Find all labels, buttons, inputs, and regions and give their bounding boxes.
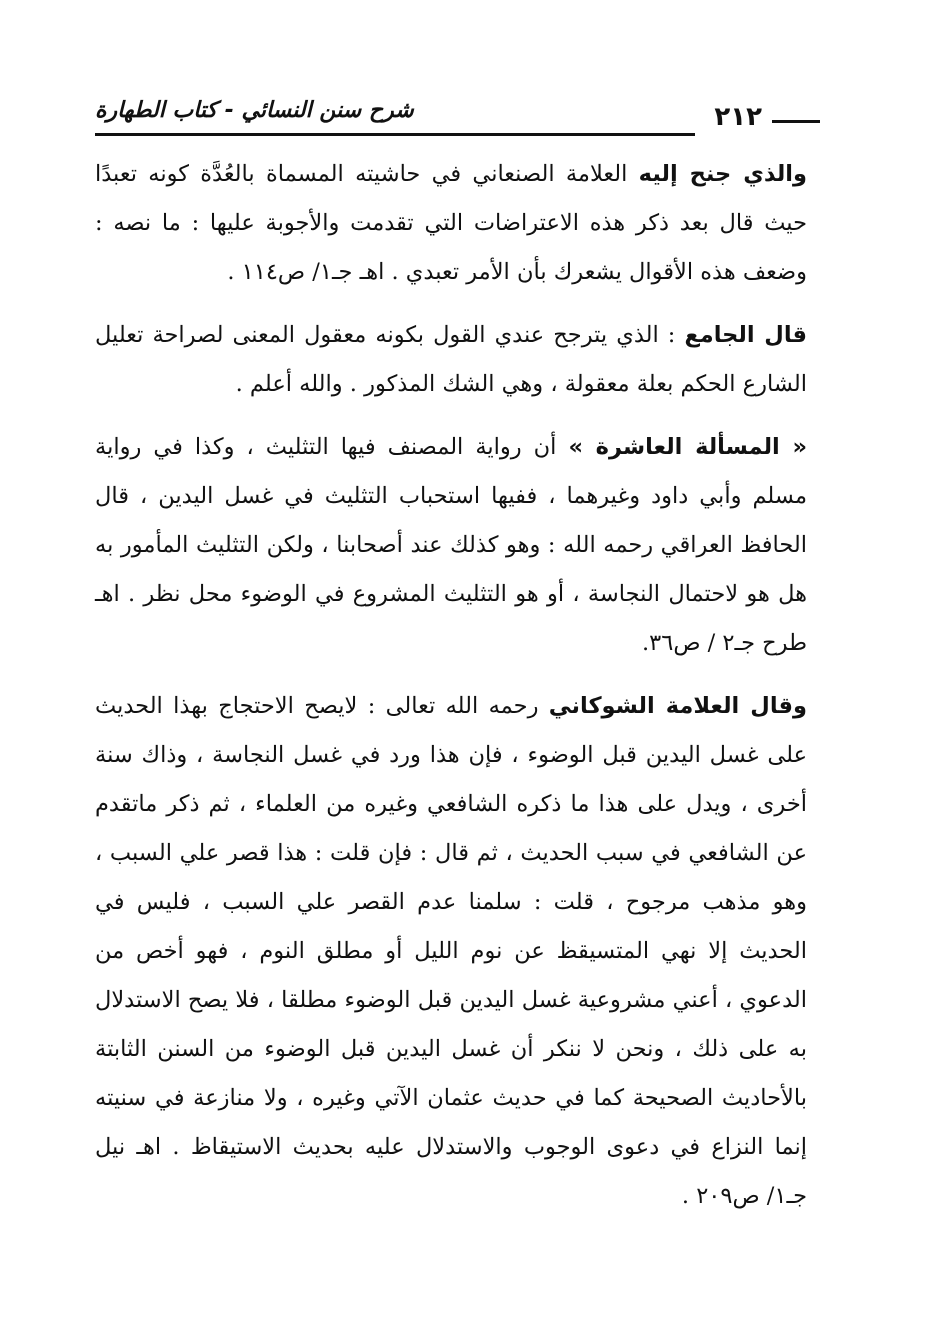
paragraph-lead: والذي جنح إليه bbox=[638, 161, 807, 187]
paragraph-lead: « المسألة العاشرة » bbox=[568, 434, 807, 460]
header-rule bbox=[95, 133, 695, 136]
page-header bbox=[95, 96, 820, 136]
paragraph-text: العلامة الصنعاني في حاشيته المسماة بالعُدَّة كونه تعبدًا حيث قال بعد ذكر هذه الاعتراضات التي تقدمت والأجوبة عليها : ما نصه : وضعف هذه الأقوال يشعرك بأن الأمر تعبدي . اهـ جـ١/ ص١١٤ . bbox=[95, 161, 807, 285]
header-dash bbox=[772, 120, 820, 123]
paragraph-text: : الذي يترجح عندي القول بكونه معقول المعنى لصراحة تعليل الشارع الحكم بعلة معقولة ، وهي الشك المذكور . والله أعلم . bbox=[95, 322, 807, 397]
paragraph-lead: قال الجامع bbox=[684, 322, 807, 348]
paragraph bbox=[95, 682, 807, 1221]
paragraph-text: أن رواية المصنف فيها التثليث ، وكذا في رواية مسلم وأبي داود وغيرهما ، ففيها استحباب التثليث في غسل اليدين ، قال الحافظ العراقي رحمه الله : وهو كذلك عند أصحابنا ، ولكن التثليث المأمور به هل هو لاحتمال النجاسة ، أو هو التثليث المشروع في الوضوء محل نظر . اهـ طرح جـ٢ / ص٣٦. bbox=[95, 434, 807, 656]
paragraph-lead: وقال العلامة الشوكاني bbox=[548, 693, 807, 719]
paragraph-text: رحمه الله تعالى : لايصح الاحتجاج بهذا الحديث على غسل اليدين قبل الوضوء ، فإن هذا ورد في غسل النجاسة ، وذاك سنة أخرى ، ويدل على هذا ما ذكره الشافعي وغيره من العلماء ، ثم ذكر ماتقدم عن الشافعي في سبب الحديث ، ثم قال : فإن قلت : هذا قصر علي السبب ، وهو مذهب مرجوح ، قلت : سلمنا عدم القصر علي السبب ، فليس في الحديث إلا نهي المتسيقظ عن نوم الليل أو مطلق النوم ، فهو أخص من الدعوي ، أعني مشروعية غسل اليدين قبل الوضوء مطلقا ، فلا يصح الاستدلال به على ذلك ، ونحن لا ننكر أن غسل اليدين قبل الوضوء من السنن الثابتة بالأحاديث الصحيحة كما في حديث عثمان الآتي وغيره ، ولا منازعة في سنيته إنما النزاع في دعوى الوجوب والاستدلال عليه بحديث الاستيقاظ . اهـ نيل جـ١/ ص٢٠٩ . bbox=[95, 693, 807, 1209]
page-number: ٢١٢ bbox=[714, 102, 762, 132]
page-body bbox=[95, 150, 807, 1235]
running-title: شرح سنن النسائي - كتاب الطهارة bbox=[95, 98, 414, 123]
paragraph bbox=[95, 311, 807, 409]
paragraph bbox=[95, 423, 807, 668]
paragraph bbox=[95, 150, 807, 297]
